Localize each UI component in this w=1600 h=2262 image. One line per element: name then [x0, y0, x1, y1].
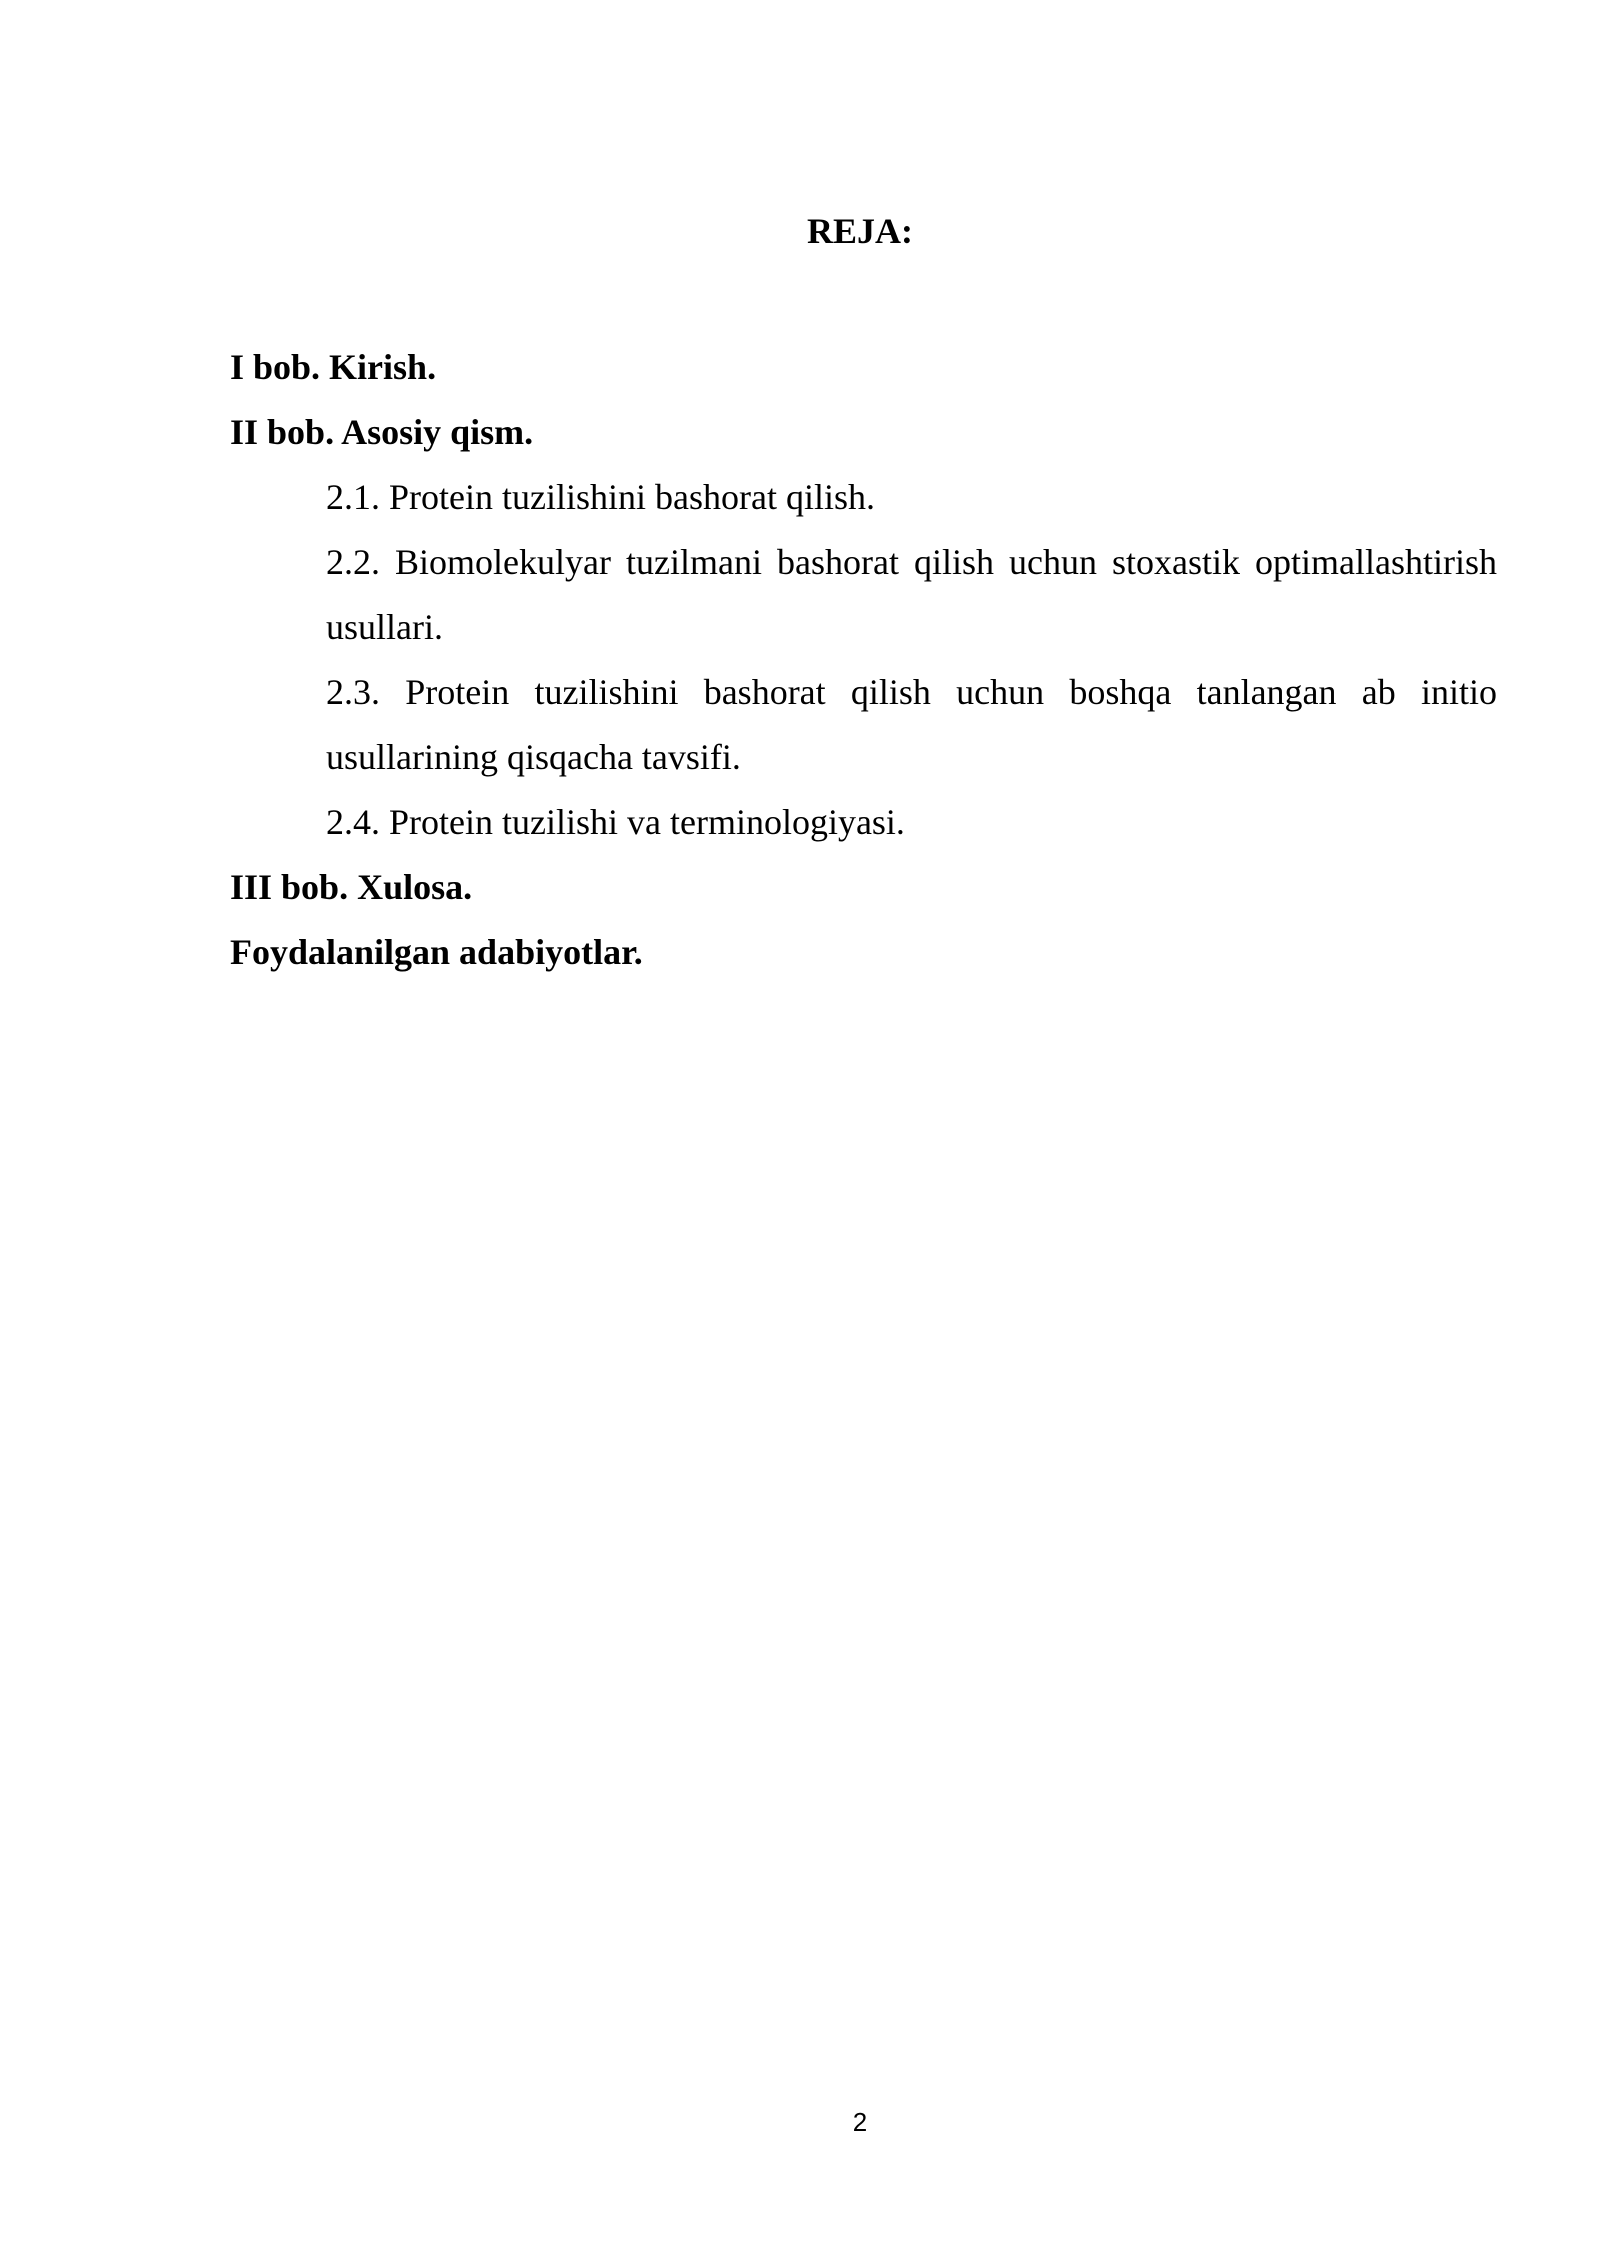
section-2-2: 2.2. Biomolekulyar tuzilmani bashorat qilish uchun stoxastik optimallashtirish usullari.: [326, 542, 1497, 647]
table-of-contents: [230, 335, 1497, 985]
page-number: 2: [852, 2107, 868, 2137]
chapter-2-heading: II bob. Asosiy qism.: [230, 412, 534, 452]
chapter-3-heading: III bob. Xulosa.: [230, 867, 473, 907]
section-2-4: 2.4. Protein tuzilishi va terminologiyasi.: [326, 802, 905, 842]
page-title: REJA:: [807, 211, 913, 251]
references-heading: Foydalanilgan adabiyotlar.: [230, 932, 643, 972]
section-2-3: 2.3. Protein tuzilishini bashorat qilish uchun boshqa tanlangan ab initio usullarining qisqacha tavsifi.: [326, 672, 1497, 777]
chapter-1-heading: I bob. Kirish.: [230, 347, 437, 387]
section-2-1: 2.1. Protein tuzilishini bashorat qilish.: [326, 477, 875, 517]
